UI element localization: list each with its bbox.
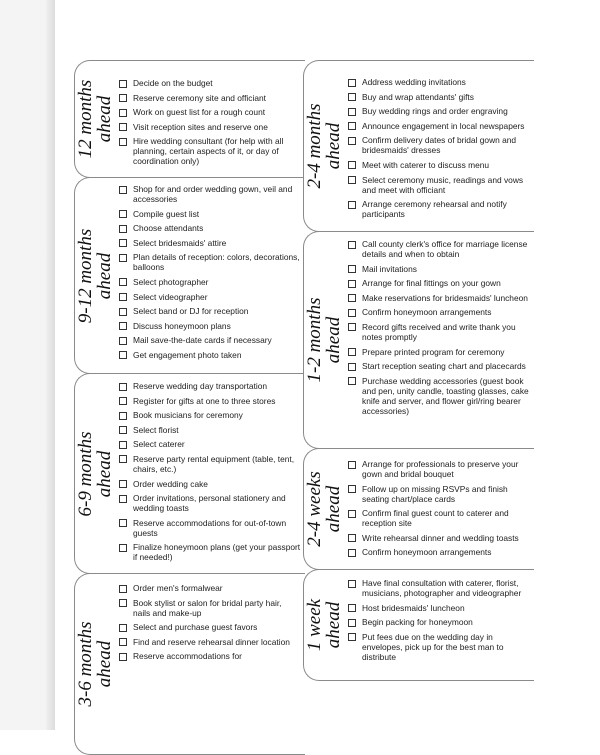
checklist-item-text: Confirm honeymoon arrangements bbox=[362, 547, 492, 558]
checklist-item bbox=[119, 252, 301, 272]
checklist-item-text: Book stylist or salon for bridal party hair, nails and make-up bbox=[133, 597, 282, 618]
checkbox[interactable] bbox=[348, 137, 356, 145]
checklist-item-text: Confirm honeymoon arrangements bbox=[362, 307, 492, 318]
checklist bbox=[348, 77, 530, 224]
checklist-item-text: Work on guest list for a rough count bbox=[133, 107, 266, 118]
checkbox[interactable] bbox=[348, 176, 356, 184]
checklist-item-text: Prepare printed program for ceremony bbox=[362, 346, 505, 357]
checklist-item-text: Arrange ceremony rehearsal and notify participants bbox=[362, 199, 507, 220]
checklist-item bbox=[119, 637, 301, 647]
checkbox[interactable] bbox=[348, 280, 356, 288]
checklist-item-text: Mail save-the-date cards if necessary bbox=[133, 335, 272, 346]
section-1-week bbox=[303, 569, 534, 681]
section-label: 3-6 months ahead bbox=[75, 621, 115, 707]
checkbox[interactable] bbox=[119, 585, 127, 593]
checkbox[interactable] bbox=[119, 383, 127, 391]
checklist-item-text: Confirm delivery dates of bridal gown and bridesmaids' dresses bbox=[362, 135, 517, 156]
checklist-item bbox=[348, 547, 530, 557]
checklist-item bbox=[119, 277, 301, 287]
checkbox[interactable] bbox=[348, 377, 356, 385]
checklist-item-text: Have final consultation with caterer, florist, musicians, photographer and videographer bbox=[362, 578, 522, 598]
checklist-item bbox=[119, 350, 301, 360]
checklist-item-text: Record gifts received and write thank you notes promptly bbox=[362, 321, 516, 342]
section-label: 9-12 months ahead bbox=[75, 228, 115, 323]
checklist-item-text: Choose attendants bbox=[133, 223, 204, 234]
checkbox[interactable] bbox=[348, 580, 356, 588]
checkbox[interactable] bbox=[119, 94, 127, 102]
checklist-item bbox=[348, 199, 530, 219]
checkbox[interactable] bbox=[348, 461, 356, 469]
checklist-item-text: Reserve ceremony site and officiant bbox=[133, 92, 266, 103]
checklist-item bbox=[119, 136, 301, 166]
checklist-item bbox=[348, 307, 530, 317]
checkbox[interactable] bbox=[119, 109, 127, 117]
checklist-item bbox=[119, 335, 301, 345]
checkbox[interactable] bbox=[348, 363, 356, 371]
checkbox[interactable] bbox=[348, 604, 356, 612]
checklist-item bbox=[348, 92, 530, 102]
section-6-9-months bbox=[74, 373, 305, 574]
checklist-item bbox=[119, 381, 301, 391]
checkbox[interactable] bbox=[119, 441, 127, 449]
checklist-item bbox=[348, 603, 530, 613]
checkbox[interactable] bbox=[119, 455, 127, 463]
checklist-item bbox=[119, 518, 301, 538]
checkbox[interactable] bbox=[348, 510, 356, 518]
checklist-item-text: Make reservations for bridesmaids' luncheon bbox=[362, 292, 528, 303]
checkbox[interactable] bbox=[119, 519, 127, 527]
checklist-item bbox=[119, 493, 301, 513]
checkbox[interactable] bbox=[348, 265, 356, 273]
checkbox[interactable] bbox=[119, 351, 127, 359]
checklist-item-text: Reserve accommodations for bbox=[133, 651, 242, 662]
checkbox[interactable] bbox=[348, 633, 356, 641]
checklist bbox=[348, 239, 530, 420]
checkbox[interactable] bbox=[348, 241, 356, 249]
section-9-12-months bbox=[74, 177, 305, 374]
checklist-item-text: Order men's formalwear bbox=[133, 583, 223, 593]
checkbox[interactable] bbox=[119, 638, 127, 646]
checkbox[interactable] bbox=[348, 201, 356, 209]
checklist-item-text: Select and purchase guest favors bbox=[133, 622, 258, 633]
checkbox[interactable] bbox=[119, 278, 127, 286]
checklist-item-text: Reserve party rental equipment (table, tent, chairs, etc.) bbox=[133, 453, 295, 474]
checkbox[interactable] bbox=[119, 624, 127, 632]
checklist-item bbox=[348, 533, 530, 543]
checklist-item-text: Arrange for final fittings on your gown bbox=[362, 278, 501, 289]
checkbox[interactable] bbox=[348, 323, 356, 331]
checkbox[interactable] bbox=[119, 225, 127, 233]
checklist-item bbox=[348, 376, 530, 416]
checklist-item-text: Decide on the budget bbox=[133, 78, 213, 88]
checklist-item-text: Plan details of reception: colors, decorations, balloons bbox=[133, 252, 300, 273]
checklist-item-text: Call county clerk's office for marriage license details and when to obtain bbox=[362, 239, 528, 259]
section-label: 6-9 months ahead bbox=[75, 431, 115, 516]
checklist-item-text: Reserve accommodations for out-of-town guests bbox=[133, 517, 287, 538]
checklist-item-text: Select caterer bbox=[133, 439, 185, 450]
section-label: 2-4 weeks ahead bbox=[304, 471, 344, 547]
checklist-item bbox=[348, 617, 530, 627]
checkbox[interactable] bbox=[119, 254, 127, 262]
checklist-item-text: Order invitations, personal stationery and wedding toasts bbox=[133, 493, 286, 514]
checklist-item-text: Put fees due on the wedding day in envelopes, pick up for the best man to distribute bbox=[362, 631, 504, 662]
checkbox[interactable] bbox=[119, 322, 127, 330]
checklist-item bbox=[348, 322, 530, 342]
checklist-item bbox=[119, 78, 301, 88]
checklist-item bbox=[119, 209, 301, 219]
checkbox[interactable] bbox=[348, 549, 356, 557]
checklist-item-text: Buy wedding rings and order engraving bbox=[362, 106, 508, 117]
checklist-item bbox=[119, 454, 301, 474]
checklist-item-text: Buy and wrap attendants' gifts bbox=[362, 91, 474, 102]
checklist-item bbox=[348, 278, 530, 288]
checkbox[interactable] bbox=[119, 123, 127, 131]
checklist-item bbox=[119, 425, 301, 435]
checkbox[interactable] bbox=[119, 186, 127, 194]
checklist-item-text: Compile guest list bbox=[133, 208, 200, 219]
checklist-item bbox=[348, 459, 530, 479]
checklist bbox=[119, 184, 301, 365]
checkbox[interactable] bbox=[119, 599, 127, 607]
checklist-item bbox=[119, 238, 301, 248]
checklist-item-text: Write rehearsal dinner and wedding toasts bbox=[362, 532, 519, 543]
checklist-item bbox=[119, 184, 301, 204]
checkbox[interactable] bbox=[348, 534, 356, 542]
checklist-item-text: Select bridesmaids' attire bbox=[133, 237, 227, 248]
checklist-item bbox=[119, 583, 301, 593]
section-12-months bbox=[74, 60, 305, 178]
checkbox[interactable] bbox=[348, 619, 356, 627]
checklist-item bbox=[119, 439, 301, 449]
checkbox[interactable] bbox=[119, 138, 127, 146]
section-3-6-months bbox=[74, 573, 305, 755]
checkbox[interactable] bbox=[348, 122, 356, 130]
section-1-2-months bbox=[303, 231, 534, 449]
checkbox[interactable] bbox=[119, 544, 127, 552]
checklist bbox=[348, 459, 530, 562]
checkbox[interactable] bbox=[348, 485, 356, 493]
checklist-item-text: Meet with caterer to discuss menu bbox=[362, 159, 490, 170]
checklist-item bbox=[348, 121, 530, 131]
checklist-item-text: Find and reserve rehearsal dinner location bbox=[133, 636, 290, 647]
checklist-item bbox=[348, 361, 530, 371]
checklist-item bbox=[348, 578, 530, 598]
checklist-item bbox=[348, 264, 530, 274]
checklist-item bbox=[119, 93, 301, 103]
checklist-item-text: Select florist bbox=[133, 424, 179, 435]
checkbox[interactable] bbox=[119, 210, 127, 218]
checklist-item-text: Select photographer bbox=[133, 276, 209, 287]
checklist-item-text: Discuss honeymoon plans bbox=[133, 320, 231, 331]
checklist-item-text: Announce engagement in local newspapers bbox=[362, 120, 525, 131]
checkbox[interactable] bbox=[348, 108, 356, 116]
checklist-item-text: Select videographer bbox=[133, 291, 208, 302]
checkbox[interactable] bbox=[348, 79, 356, 87]
checklist-item bbox=[119, 622, 301, 632]
checklist-item-text: Finalize honeymoon plans (get your passport if needed!) bbox=[133, 542, 301, 563]
checkbox[interactable] bbox=[348, 161, 356, 169]
checkbox[interactable] bbox=[119, 397, 127, 405]
checklist-item-text: Hire wedding consultant (for help with all planning, certain aspects of it, or day of coordination only) bbox=[133, 136, 284, 167]
checklist-item bbox=[119, 479, 301, 489]
checklist-item-text: Select band or DJ for reception bbox=[133, 306, 249, 317]
checklist-item-text: Get engagement photo taken bbox=[133, 349, 242, 360]
checklist-item bbox=[119, 107, 301, 117]
checklist-item bbox=[348, 632, 530, 662]
section-label: 1 week ahead bbox=[304, 598, 344, 652]
checklist-item bbox=[119, 306, 301, 316]
checklist-item-text: Visit reception sites and reserve one bbox=[133, 121, 268, 132]
section-label: 2-4 months ahead bbox=[304, 103, 344, 189]
checklist-item bbox=[348, 175, 530, 195]
checkbox[interactable] bbox=[348, 348, 356, 356]
checklist-item-text: Mail invitations bbox=[362, 263, 417, 274]
checklist bbox=[119, 78, 301, 171]
section-2-4-months bbox=[303, 60, 534, 232]
checklist-item bbox=[348, 106, 530, 116]
checklist-item-text: Select ceremony music, readings and vows and meet with officiant bbox=[362, 174, 524, 195]
checklist-item bbox=[348, 484, 530, 504]
checklist bbox=[119, 381, 301, 567]
checklist-item-text: Begin packing for honeymoon bbox=[362, 617, 473, 628]
checklist-item-text: Purchase wedding accessories (guest book and pen, unity candle, toasting glasses, cake knife and server, and flower girl/ring bearer accessories) bbox=[362, 375, 529, 416]
checklist-item-text: Address wedding invitations bbox=[362, 77, 466, 87]
sheet-shadow bbox=[46, 0, 55, 730]
checkbox[interactable] bbox=[119, 80, 127, 88]
section-2-4-weeks bbox=[303, 448, 534, 570]
checkbox[interactable] bbox=[119, 308, 127, 316]
checklist-item bbox=[348, 347, 530, 357]
section-label: 12 months ahead bbox=[75, 79, 115, 159]
checklist-item-text: Host bridesmaids' luncheon bbox=[362, 602, 465, 613]
checklist bbox=[119, 583, 301, 666]
checkbox[interactable] bbox=[119, 426, 127, 434]
checklist-item bbox=[348, 508, 530, 528]
checklist-item bbox=[348, 77, 530, 87]
checklist-item-text: Arrange for professionals to preserve your gown and bridal bouquet bbox=[362, 459, 519, 479]
checklist-item-text: Shop for and order wedding gown, veil and accessories bbox=[133, 184, 293, 204]
checkbox[interactable] bbox=[348, 294, 356, 302]
checklist-item bbox=[348, 160, 530, 170]
checklist-item-text: Start reception seating chart and placecards bbox=[362, 361, 526, 372]
checkbox[interactable] bbox=[119, 495, 127, 503]
checklist-item bbox=[119, 651, 301, 661]
checkbox[interactable] bbox=[119, 239, 127, 247]
checklist-item bbox=[119, 542, 301, 562]
checklist-item bbox=[119, 321, 301, 331]
checklist-item-text: Order wedding cake bbox=[133, 478, 208, 489]
checklist-item bbox=[119, 292, 301, 302]
checklist-item bbox=[119, 410, 301, 420]
checklist-item-text: Confirm final guest count to caterer and reception site bbox=[362, 508, 509, 529]
checklist-item bbox=[119, 223, 301, 233]
checklist-item-text: Reserve wedding day transportation bbox=[133, 381, 268, 391]
checkbox[interactable] bbox=[119, 337, 127, 345]
checklist bbox=[348, 578, 530, 666]
checkbox[interactable] bbox=[119, 653, 127, 661]
checkbox[interactable] bbox=[348, 309, 356, 317]
checklist-item-text: Book musicians for ceremony bbox=[133, 410, 243, 421]
checkbox[interactable] bbox=[119, 412, 127, 420]
checklist-item bbox=[348, 135, 530, 155]
checkbox[interactable] bbox=[348, 93, 356, 101]
checklist-item bbox=[119, 598, 301, 618]
checklist-item bbox=[348, 293, 530, 303]
checklist-item bbox=[119, 122, 301, 132]
section-label: 1-2 months ahead bbox=[304, 297, 344, 383]
checklist-item-text: Follow up on missing RSVPs and finish seating chart/place cards bbox=[362, 483, 508, 504]
checkbox[interactable] bbox=[119, 480, 127, 488]
checklist-item bbox=[348, 239, 530, 259]
checkbox[interactable] bbox=[119, 293, 127, 301]
checklist-item-text: Register for gifts at one to three stores bbox=[133, 395, 276, 406]
checklist-item bbox=[119, 396, 301, 406]
